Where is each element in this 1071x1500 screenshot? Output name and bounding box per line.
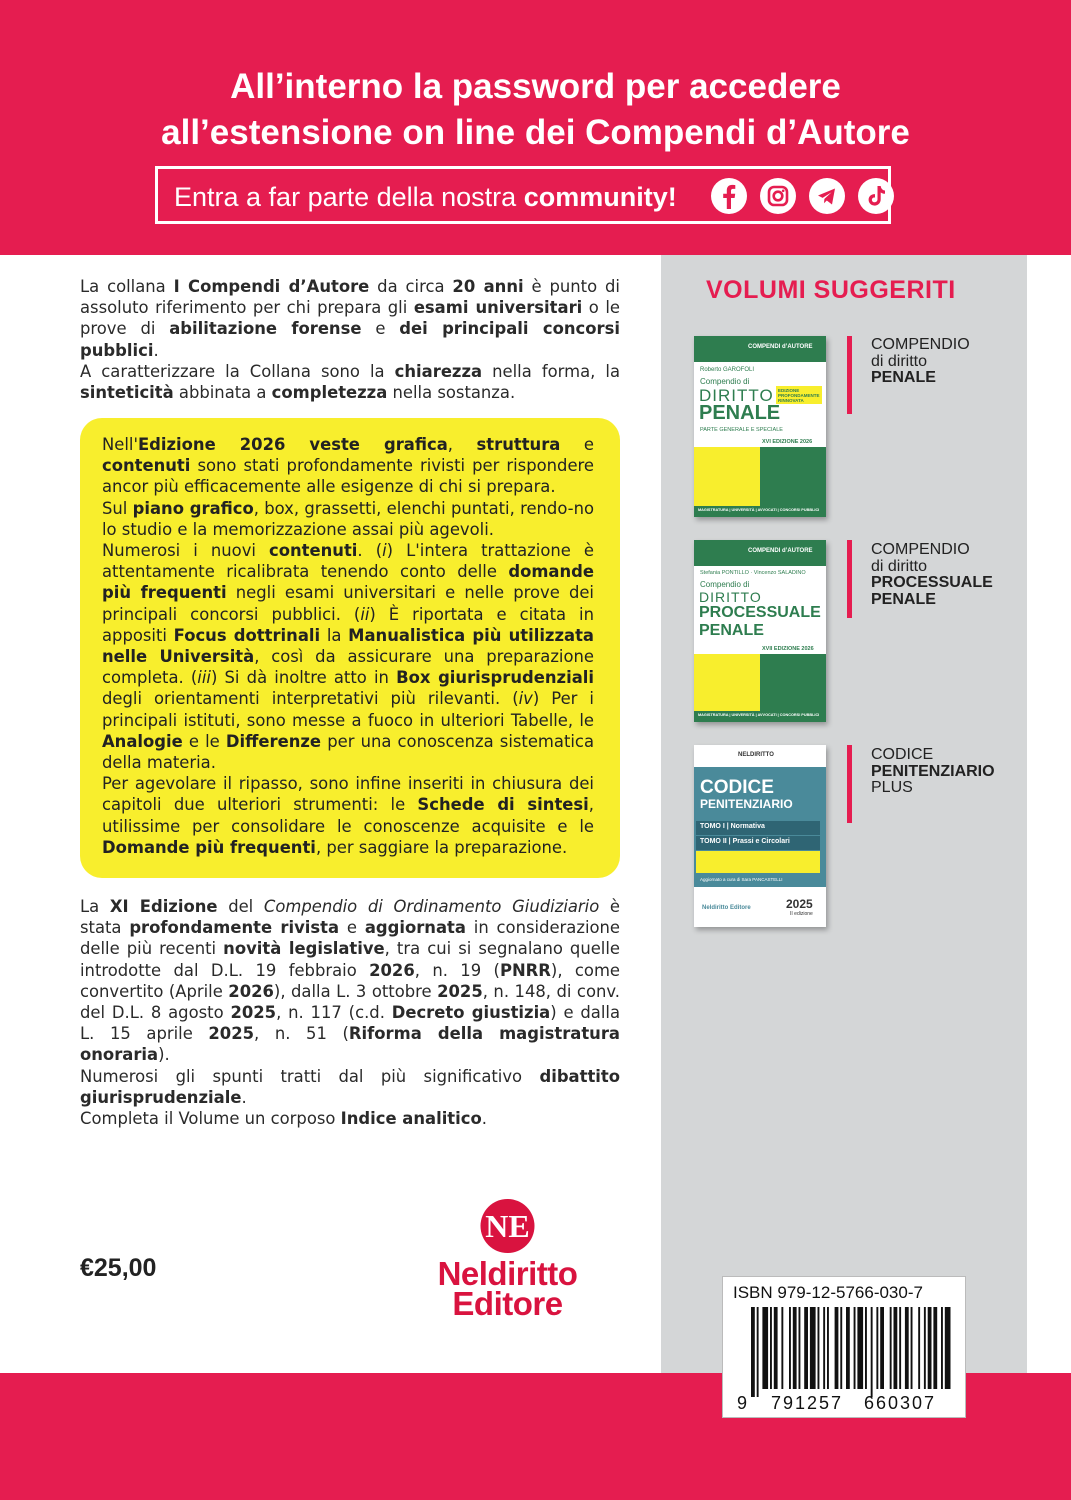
- cover-pre: Compendio di: [700, 377, 750, 386]
- barcode-bar: [933, 1307, 937, 1389]
- cover-footer-text: MAGISTRATURA | UNIVERSITÀ | AVVOCATI | CONCORSI PUBBLICI: [698, 508, 820, 512]
- barcode-bar: [924, 1307, 926, 1389]
- barcode-digits-right: 660307: [864, 1393, 937, 1413]
- headline-line-1: All’interno la password per accedere: [230, 67, 841, 106]
- cover-info-panel: [760, 447, 826, 506]
- barcode-bar: [810, 1307, 816, 1389]
- barcode-bar: [827, 1307, 829, 1389]
- barcode-bar: [894, 1307, 898, 1389]
- cover-series: COMPENDI d’AUTORE: [748, 344, 813, 350]
- barcode-bar: [757, 1307, 759, 1397]
- tiktok-icon[interactable]: [858, 178, 894, 214]
- barcode-bar: [941, 1307, 943, 1389]
- barcode-bar: [854, 1307, 856, 1389]
- barcode-bar: [871, 1307, 873, 1397]
- barcode-bar: [770, 1307, 772, 1389]
- cover-title-2: PENALE: [699, 402, 781, 424]
- barcode-bar: [880, 1307, 884, 1389]
- barcode-bar: [928, 1307, 932, 1389]
- volume-2-accent: [847, 540, 852, 618]
- svg-text:NE: NE: [485, 1208, 530, 1244]
- cover-subtitle: PARTE GENERALE E SPECIALE: [700, 427, 783, 433]
- publisher-logo: [415, 1195, 600, 1322]
- highlight-paragraph-2: Sul piano grafico, box, grassetti, elenchi puntati, rendo-no lo studio e la memorizzazione assai più agevoli.: [102, 498, 595, 539]
- barcode-bar: [823, 1307, 825, 1389]
- cover-title-2: PROCESSUALE: [699, 604, 821, 621]
- volume-3-label[interactable]: CODICE PENITENZIARIO PLUS: [871, 746, 995, 796]
- intro-text: [80, 276, 620, 403]
- cover-update-note: [696, 851, 820, 873]
- cover-title-1: DIRITTO: [699, 589, 762, 605]
- intro-paragraph-1: La collana I Compendi d’Autore da circa 20 anni è punto di assoluto riferimento per chi prepara gli esami universitari o le prove di abilitazione forense e dei principali concorsi pubblici.: [80, 277, 620, 360]
- barcode-bar: [804, 1307, 808, 1389]
- barcode-bar: [865, 1307, 867, 1389]
- barcode-digit-lead: 9: [737, 1393, 748, 1413]
- barcode-bar: [799, 1307, 801, 1389]
- cover-edition: XVI EDIZIONE 2026: [762, 439, 813, 445]
- barcode-bar: [751, 1307, 755, 1397]
- headline-line-2: all’estensione on line dei Compendi d’Autore: [161, 113, 910, 152]
- barcode-bar: [905, 1307, 909, 1389]
- cover-edition: XVII EDIZIONE 2026: [762, 646, 814, 652]
- edition-text: [80, 896, 620, 1129]
- barcode-bar: [818, 1307, 820, 1389]
- barcode-bar: [890, 1307, 892, 1389]
- barcode-bar: [918, 1307, 920, 1389]
- highlight-text: [102, 434, 594, 858]
- cover-pre: Compendio di: [700, 580, 750, 589]
- publisher-name-line-2: Editore: [452, 1285, 563, 1322]
- cover-edition: II edizione: [790, 911, 813, 917]
- cover-curator: Aggiornato a cura di Sara PANCASTELLI: [700, 877, 783, 882]
- highlight-paragraph-1: Nell'Edizione 2026 veste grafica, struttura e contenuti sono stati profondamente rivisti per rispondere ancor più efficacemente alle esigenze di chi si prepara.: [102, 435, 595, 497]
- barcode-bar: [840, 1307, 842, 1389]
- volume-1-accent: [847, 336, 852, 414]
- barcode-bar: [846, 1307, 850, 1389]
- isbn-number: ISBN 979-12-5766-030-7: [733, 1283, 923, 1302]
- cover-title-1: CODICE: [700, 777, 774, 798]
- barcode-bar: [793, 1307, 797, 1389]
- cover-author: Roberto GAROFOLI: [700, 367, 755, 373]
- price: €25,00: [80, 1254, 157, 1282]
- highlight-paragraph-4: Per agevolare il ripasso, sono infine inseriti in chiusura dei capitoli due ulteriori strumenti: le Schede di sintesi, utilissime per consolidare le conoscenze acquisite e le Domande più frequenti, per saggiare la preparazione.: [102, 774, 594, 857]
- barcode-bar: [911, 1307, 913, 1389]
- facebook-icon[interactable]: [711, 178, 747, 214]
- publisher-monogram-icon: [415, 1195, 600, 1257]
- cover-year: 2025: [786, 897, 813, 911]
- highlight-paragraph-3: Numerosi i nuovi contenuti. (i) L'intera trattazione è attentamente ricalibrata tenendo conto delle domande più frequenti negli esami universitari e nelle prove dei principali concorsi pubblici. (ii) È riportata e citata in appositi Focus dottrinali la Manualistica più utilizzata nelle Università, così da assicurare una preparazione completa. (iii) Si dà inoltre atto in Box giurisprudenziali degli orientamenti interpretativi più rilevanti. (iv) Per i principali istituti, sono messe a fuoco in ulteriori Tabelle, le Analogie e le Differenze per una conoscenza sistematica della materia.: [102, 541, 595, 773]
- edition-paragraph-1: La XI Edizione del Compendio di Ordinamento Giudiziario è stata profondamente rivista e aggiornata in considerazione delle più recenti novità legislative, tra cui si segnalano quelle introdotte dal D.L. 19 febbraio 2026, n. 19 (PNRR), come convertito (Aprile 2026), dalla L. 3 ottobre 2025, n. 148, di conv. del D.L. 8 agosto 2025, n. 117 (c.d. Decreto giustizia) e dalla L. 15 aprile 2025, n. 51 (Riforma della magistratura onoraria).: [80, 897, 620, 1065]
- cover-info-panel: [760, 654, 826, 711]
- headline: [0, 64, 1071, 156]
- community-pre: Entra a far parte della nostra: [174, 182, 524, 212]
- suggested-volumes-title: VOLUMI SUGGERITI: [706, 276, 956, 304]
- cover-author: Stefania PONTILLO · Vincenzo SALADINO: [700, 570, 806, 576]
- barcode-digits-left: 791257: [771, 1393, 844, 1413]
- volume-2-label[interactable]: COMPENDIO di diritto PROCESSUALE PENALE: [871, 541, 993, 608]
- barcode-bar: [789, 1307, 791, 1389]
- cover-title-1: DIRITTO: [699, 386, 774, 405]
- cover-badge: EDIZIONE PROFONDAMENTE RINNOVATA: [776, 386, 822, 404]
- cover-title-3: PENALE: [699, 622, 764, 639]
- publisher-name-line-1: Neldiritto: [437, 1255, 578, 1292]
- community-box: [155, 166, 891, 224]
- cover-series: COMPENDI d’AUTORE: [748, 548, 813, 554]
- barcode-bar: [781, 1307, 783, 1389]
- barcode-bar: [762, 1307, 768, 1389]
- telegram-icon[interactable]: [809, 178, 845, 214]
- cover-title-2: PENITENZIARIO: [700, 797, 793, 811]
- community-bold: community!: [523, 182, 677, 212]
- cover-publisher: Neldiritto Editore: [702, 905, 751, 911]
- isbn-barcode: [722, 1276, 966, 1418]
- edition-paragraph-2: Numerosi gli spunti tratti dal più significativo dibattito giurisprudenziale.: [80, 1066, 620, 1107]
- cover-brand: NELDIRITTO: [738, 752, 774, 758]
- barcode-bar: [857, 1307, 863, 1389]
- community-text: [174, 182, 677, 213]
- cover-footer-text: MAGISTRATURA | UNIVERSITÀ | AVVOCATI | CONCORSI PUBBLICI: [698, 713, 820, 717]
- edition-paragraph-3: Completa il Volume un corposo Indice analitico.: [80, 1109, 487, 1129]
- intro-paragraph-2: A caratterizzare la Collana sono la chiarezza nella forma, la sinteticità abbinata a completezza nella sostanza.: [80, 361, 620, 403]
- barcode-bar: [774, 1307, 778, 1389]
- book-cover-penale[interactable]: [694, 336, 826, 517]
- barcode-bar: [945, 1307, 951, 1389]
- book-cover-codice-penitenziario[interactable]: NELDIRITTO CODICE PENITENZIARIO TOMO I | Normativa TOMO II | Prassi e Circolari Aggiornato a cura di Sara PANCASTELLI Neldiritto Editore 2025 II edizione: [694, 745, 826, 927]
- volume-1-label[interactable]: COMPENDIO di diritto PENALE: [871, 336, 970, 386]
- barcode-bar: [835, 1307, 839, 1389]
- volume-3-accent: [847, 745, 852, 823]
- barcode-bar: [876, 1307, 878, 1389]
- book-cover-processuale-penale[interactable]: [694, 540, 826, 722]
- barcode-bar: [899, 1307, 901, 1389]
- instagram-icon[interactable]: [760, 178, 796, 214]
